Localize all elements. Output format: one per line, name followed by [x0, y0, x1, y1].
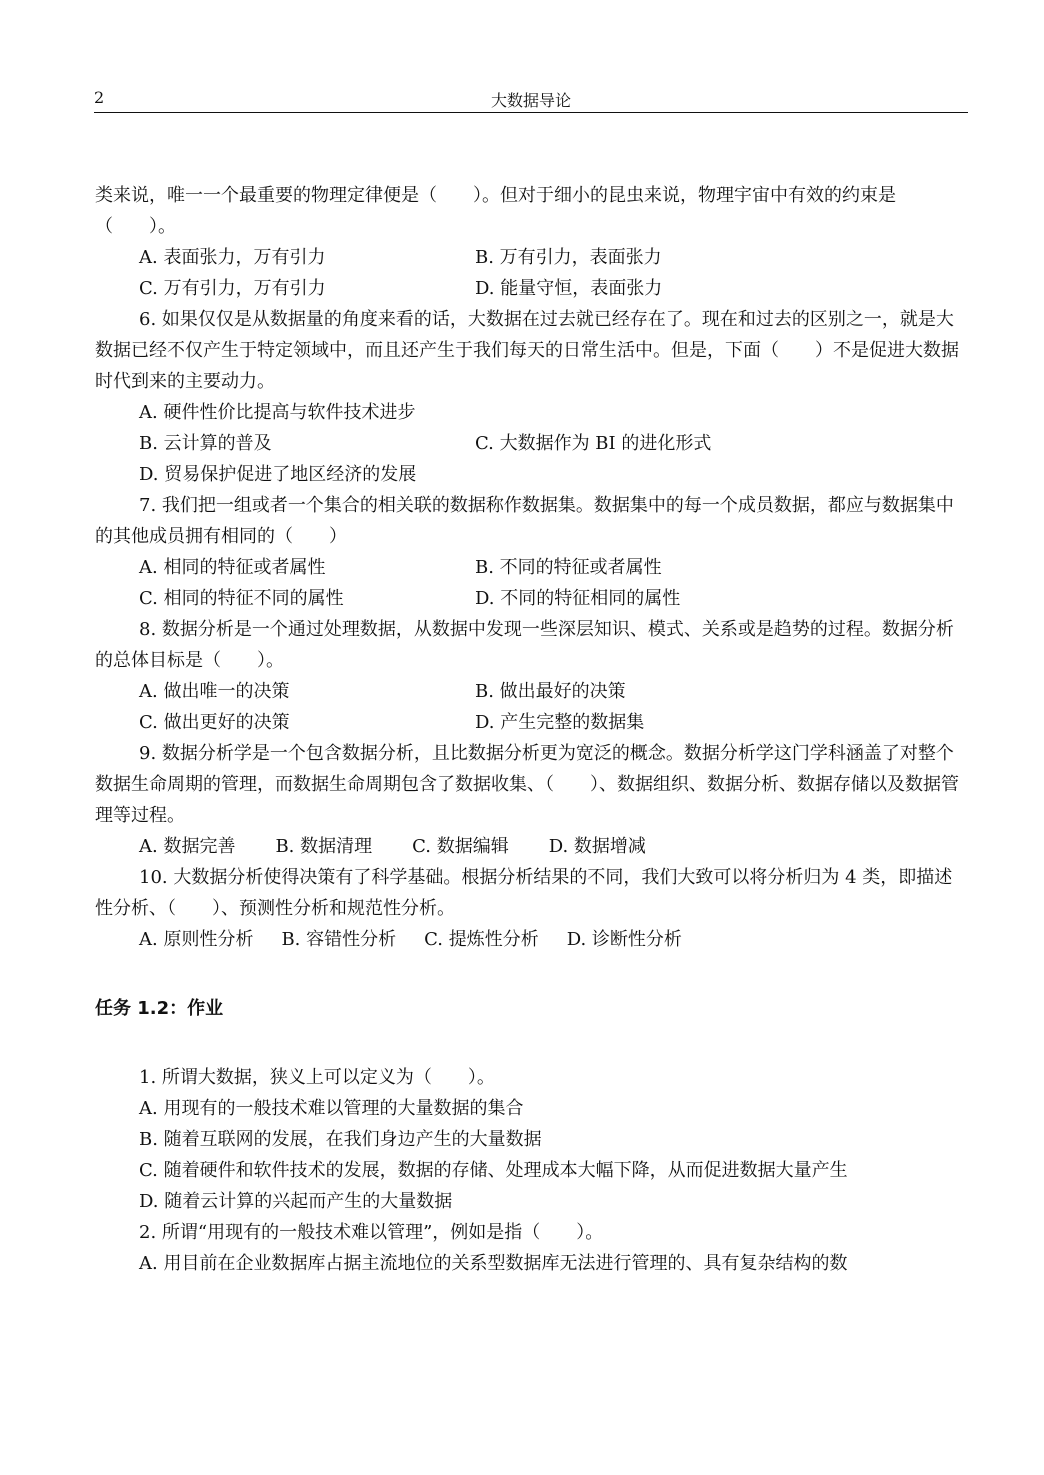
option-a: A. 表面张力，万有引力 [139, 247, 326, 268]
question-6: 6. 如果仅仅是从数据量的角度来看的话，大数据在过去就已经存在了。现在和过去的区别之一，就是大数据已经不仅产生于特定领域中，而且还产生于我们每天的日常生活中。但是，下面（ ）不是促进大数据时代到来的主要动力。 [95, 309, 959, 392]
question-6-options-row [95, 428, 965, 459]
question-7-options-row-1 [95, 552, 965, 583]
page-number: 2 [94, 88, 105, 107]
option-b: B. 万有引力，表面张力 [475, 247, 662, 268]
section-title: 任务 1.2：作业 [95, 998, 224, 1019]
option-d: D. 贸易保护促进了地区经济的发展 [139, 464, 417, 485]
option-d: D. 诊断性分析 [566, 929, 682, 950]
option-c: C. 相同的特征不同的属性 [139, 588, 344, 609]
question-5-options-row-1 [95, 242, 965, 273]
option-c: C. 数据编辑 [412, 836, 509, 857]
question-10-options-row [95, 924, 965, 955]
question-7: 7. 我们把一组或者一个集合的相关联的数据称作数据集。数据集中的每一个成员数据，都应与数据集中的其他成员拥有相同的（ ） [95, 495, 954, 547]
option-b: B. 云计算的普及 [139, 433, 272, 454]
question-5-continued: 类来说，唯一一个最重要的物理定律便是（ ）。但对于细小的昆虫来说，物理宇宙中有效的约束是（ ）。 [95, 185, 896, 237]
option-d: D. 不同的特征相同的属性 [475, 588, 681, 609]
option-a: A. 数据完善 [139, 836, 236, 857]
question-5-options-row-2 [95, 273, 965, 304]
option-c: C. 提炼性分析 [424, 929, 539, 950]
option-b: B. 随着互联网的发展，在我们身边产生的大量数据 [139, 1129, 542, 1150]
option-d: D. 数据增减 [548, 836, 646, 857]
question-8-options-row-2 [95, 707, 965, 738]
question-7-options-row-2 [95, 583, 965, 614]
option-c: C. 万有引力，万有引力 [139, 278, 326, 299]
question-10: 10. 大数据分析使得决策有了科学基础。根据分析结果的不同，我们大致可以将分析归为 4 类，即描述性分析、（ ）、预测性分析和规范性分析。 [95, 867, 953, 919]
question-9-options-row [95, 831, 965, 862]
option-d: D. 随着云计算的兴起而产生的大量数据 [139, 1191, 453, 1212]
option-b: B. 容错性分析 [281, 929, 397, 950]
page-header [94, 86, 968, 113]
option-b: B. 做出最好的决策 [475, 681, 626, 702]
option-a: A. 用目前在企业数据库占据主流地位的关系型数据库无法进行管理的、具有复杂结构的数 [139, 1253, 848, 1274]
homework-question-2: 2. 所谓“用现有的一般技术难以管理”，例如是指（ ）。 [139, 1222, 604, 1243]
option-a: A. 相同的特征或者属性 [139, 557, 326, 578]
option-c: C. 随着硬件和软件技术的发展，数据的存储、处理成本大幅下降，从而促进数据大量产生 [139, 1160, 848, 1181]
question-8: 8. 数据分析是一个通过处理数据，从数据中发现一些深层知识、模式、关系或是趋势的过程。数据分析的总体目标是（ ）。 [95, 619, 954, 671]
option-a: A. 做出唯一的决策 [139, 681, 290, 702]
question-9: 9. 数据分析学是一个包含数据分析，且比数据分析更为宽泛的概念。数据分析学这门学科涵盖了对整个数据生命周期的管理，而数据生命周期包含了数据收集、（ ）、数据组织、数据分析、数据存储以及数据管理等过程。 [95, 743, 959, 826]
book-title: 大数据导论 [490, 91, 571, 110]
option-b: B. 不同的特征或者属性 [475, 557, 662, 578]
question-8-options-row-1 [95, 676, 965, 707]
option-b: B. 数据清理 [275, 836, 373, 857]
option-a: A. 原则性分析 [139, 929, 254, 950]
homework-question-1: 1. 所谓大数据，狭义上可以定义为（ ）。 [139, 1067, 495, 1088]
option-d: D. 产生完整的数据集 [475, 712, 645, 733]
option-d: D. 能量守恒，表面张力 [475, 278, 663, 299]
option-a: A. 硬件性价比提高与软件技术进步 [139, 402, 416, 423]
option-a: A. 用现有的一般技术难以管理的大量数据的集合 [139, 1098, 524, 1119]
option-c: C. 大数据作为 BI 的进化形式 [475, 433, 712, 454]
page-body [95, 180, 965, 1279]
option-c: C. 做出更好的决策 [139, 712, 290, 733]
